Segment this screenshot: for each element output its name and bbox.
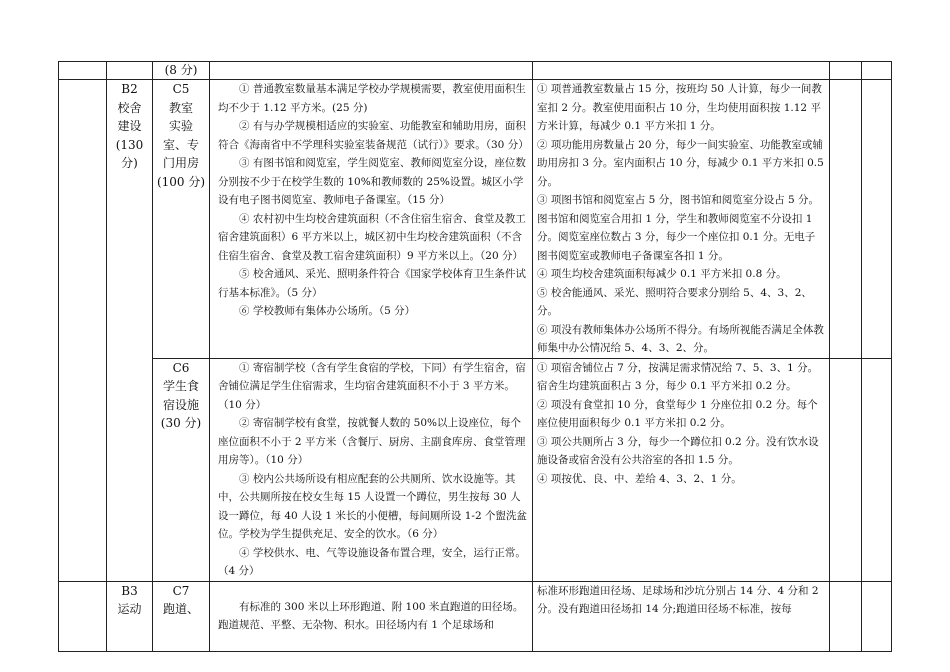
c7-criteria bbox=[533, 581, 830, 651]
c6-criterion-1: ① 项宿舍铺位占 7 分，按满足需求情况给 7、5、3、1 分。宿舍生均建筑面积占 3 分，每少 0.1 平方米扣 0.2 分。 bbox=[537, 361, 819, 392]
c5-requirement-2: ② 有与办学规模相适应的实验室、功能教室和辅助用房，面积符合《海南省中不学理科实验室装备规范（试行）》要求。（30 分） bbox=[218, 120, 529, 151]
cell-empty bbox=[59, 581, 107, 651]
table-row-c6 bbox=[59, 358, 892, 581]
c5-title bbox=[153, 80, 210, 359]
cell-empty bbox=[862, 358, 892, 581]
cell-empty bbox=[862, 80, 892, 359]
c5-criterion-2: ② 项功能用房数量占 20 分，每少一间实验室、功能教室或辅助用房扣 3 分。室内面积占 10 分，每减少 0.1 平方米扣 0.5 分。 bbox=[537, 138, 824, 188]
b3-category bbox=[107, 581, 153, 651]
c5-requirement-3: ③ 有图书馆和阅览室，学生阅览室、教师阅览室分设，座位数分别按不少于在校学生数的 10%和教师数的 25%设置。城区小学设有电子图书阅览室、教师电子备课室。（15 分） bbox=[218, 157, 526, 206]
c6-criterion-4: ④ 项按优、良、中、差给 4、3、2、1 分。 bbox=[537, 472, 742, 485]
c5-requirement-4: ④ 农村初中生均校舍建筑面积（不含住宿生宿舍、食堂及教工宿舍建筑面积）6 平方米以上，城区初中生均校舍建筑面积（不含住宿生宿舍、食堂及教工宿舍建筑面积）9 平方米以上。（20 分） bbox=[218, 212, 526, 262]
cell-empty bbox=[830, 581, 862, 651]
c6-criteria bbox=[533, 358, 830, 581]
c7-requirement-1: 有标准的 300 米以上环形跑道、附 100 米直跑道的田径场。跑道规范、平整、无杂物、积水。田径场内有 1 个足球场和 bbox=[218, 600, 524, 631]
evaluation-table bbox=[58, 61, 892, 652]
b2-category-label: B2 校舍 建设 (130 分) bbox=[115, 82, 144, 170]
cell-empty bbox=[862, 62, 892, 80]
c5-criteria bbox=[533, 80, 830, 359]
c5-criterion-3: ③ 项图书馆和阅览室占 5 分，图书馆和阅览室分设占 5 分。图书馆和阅览室合用扣 1 分，学生和教师阅览室不分设扣 1 分。阅览室座位数占 3 分，每少一个座位扣 0.1 分。无电子图书阅览室或教师电子备课室各扣 1 分。 bbox=[537, 194, 820, 262]
c5-criterion-1: ① 项普通教室数量占 15 分，按班均 50 人计算，每少一间教室扣 2 分。教室使用面积占 10 分，生均使用面积按 1.12 平方米计算，每减少 0.1 平方米扣 1 分。 bbox=[537, 83, 822, 132]
cell-empty bbox=[830, 358, 862, 581]
c6-title bbox=[153, 358, 210, 581]
cell-empty bbox=[210, 62, 533, 80]
c5-criterion-6: ⑥ 项没有教师集体办公场所不得分。有场所视能否满足全体教师集中办公情况给 5、4、3、2、分。 bbox=[537, 323, 824, 354]
c5-requirement-5: ⑤ 校舍通风、采光、照明条件符合《国家学校体育卫生条件试行基本标准》。（5 分） bbox=[218, 268, 526, 299]
c6-criterion-3: ③ 项公共厕所占 3 分，每少一个蹲位扣 0.2 分。没有饮水设施设备或宿舍没有公共浴室的各扣 1.5 分。 bbox=[537, 435, 819, 466]
c6-requirements bbox=[210, 358, 533, 581]
c5-title-label: C5 教室 实验 室、专 门用房 (100 分) bbox=[156, 82, 206, 189]
c7-title bbox=[153, 581, 210, 651]
c6-title-label: C6 学生食 宿设施 (30 分) bbox=[160, 360, 202, 430]
c5-requirement-6: ⑥ 学校教师有集体办公场所。（5 分） bbox=[239, 305, 416, 317]
c6-requirement-3: ③ 校内公共场所设有相应配套的公共厕所、饮水设施等。其中，公共厕所按在校女生每 15 人设置一个蹲位，男生按每 30 人设一蹲位，每 40 人设 1 米长的小便槽，每间厕所设 1-2 个盥洗盆位。学校为学生提供充足、安全的饮水。（6 分） bbox=[218, 472, 527, 540]
c7-title-label: C7 跑道、 bbox=[162, 583, 199, 616]
c6-requirement-1: ① 寄宿制学校（含有学生食宿的学校，下同）有学生宿舍，宿舍铺位满足学生住宿需求，生均宿舍建筑面积不小于 3 平方米。（10 分） bbox=[218, 361, 526, 411]
c5-requirement-1: ① 普通教室数量基本满足学校办学规模需要，教室使用面积生均不少于 1.12 平方米。(25 分) bbox=[218, 83, 526, 114]
c7-criterion-1: 标准环形跑道田径场、足球场和沙坑分别占 14 分、4 分和 2 分。没有跑道田径场扣 14 分;跑道田径场不标准，按每 bbox=[537, 584, 819, 615]
cell-empty bbox=[107, 62, 153, 80]
cell-empty bbox=[830, 62, 862, 80]
c6-requirement-4: ④ 学校供水、电、气等设施设备布置合理，安全，运行正常。（4 分） bbox=[218, 546, 526, 577]
b3-category-label: B3 运动 bbox=[117, 583, 142, 616]
table-row-c7 bbox=[59, 581, 892, 651]
c5-criterion-4: ④ 项生均校舍建筑面积每减少 0.1 平方米扣 0.8 分。 bbox=[537, 268, 787, 280]
table-row-c5 bbox=[59, 80, 892, 359]
table-row-top bbox=[59, 62, 892, 80]
c5-requirements bbox=[210, 80, 533, 359]
cell-empty bbox=[533, 62, 830, 80]
c-top-score: (8 分) bbox=[153, 62, 210, 80]
c6-criterion-2: ② 项没有食堂扣 10 分，食堂每少 1 分座位扣 0.2 分。每个座位使用面积每少 0.1 平方米扣 0.2 分。 bbox=[537, 398, 818, 429]
cell-empty bbox=[862, 581, 892, 651]
b2-category bbox=[107, 80, 153, 582]
cell-empty bbox=[59, 80, 107, 582]
cell-empty bbox=[830, 80, 862, 359]
cell-empty bbox=[59, 62, 107, 80]
c6-requirement-2: ② 寄宿制学校有食堂，按就餐人数的 50%以上设座位，每个座位面积不小于 2 平方米（含餐厅、厨房、主副食库房、食堂管理用房等）。（10 分） bbox=[218, 417, 526, 466]
c7-requirements bbox=[210, 581, 533, 651]
c5-criterion-5: ⑤ 校舍能通风、采光、照明符合要求分别给 5、4、3、2、分。 bbox=[537, 286, 812, 317]
